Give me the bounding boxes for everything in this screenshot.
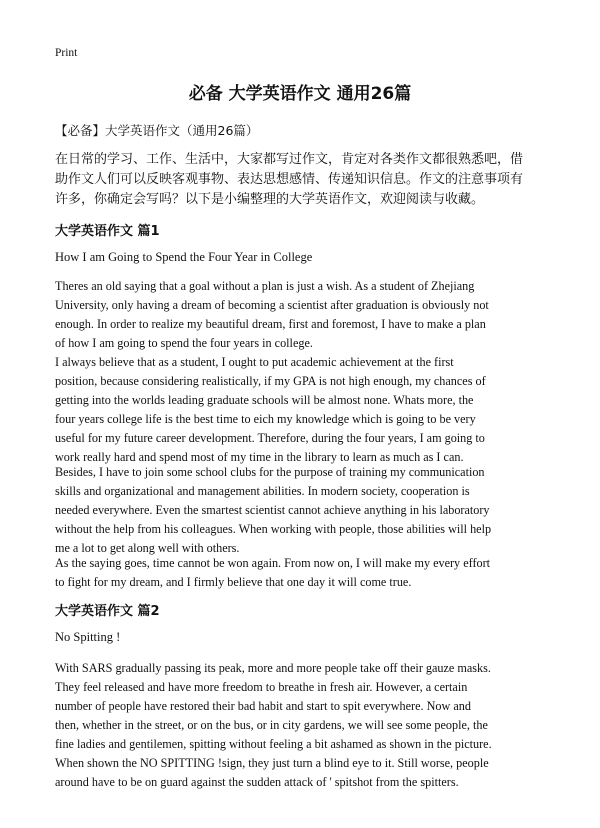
- text-line: Besides, I have to join some school clubs for the purpose of training my communication: [55, 465, 485, 479]
- text-line: of how I am going to spend the four years in college.: [55, 336, 313, 350]
- text-line: then, whether in the street, or on the bus, or in city gardens, we will see some people, the: [55, 718, 488, 732]
- text-line: getting into the worlds leading graduate schools will be almost none. Whats more, the: [55, 393, 474, 407]
- essay-title-2: No Spitting !: [55, 630, 121, 644]
- text-line: to fight for my dream, and I firmly believe that one day it will come true.: [55, 575, 412, 589]
- text-line: I always believe that as a student, I ought to put academic achievement at the first: [55, 355, 454, 369]
- text-line: As the saying goes, time cannot be won again. From now on, I will make my every effort: [55, 556, 491, 570]
- text-line: They feel released and have more freedom to breathe in fresh air. However, a certain: [55, 680, 468, 694]
- text-line: Theres an old saying that a goal without a plan is just a wish. As a student of Zhejiang: [55, 279, 475, 293]
- intro-paragraph: [55, 150, 545, 210]
- text-line: When shown the NO SPITTING !sign, they just turn a blind eye to it. Still worse, people: [55, 756, 489, 770]
- text-line: needed everywhere. Even the smartest scientist cannot achieve anything in his laboratory: [55, 503, 490, 517]
- text-line: number of people have restored their bad habit and start to spit everywhere. Now and: [55, 699, 471, 713]
- section-heading-2: 大学英语作文 篇2: [55, 604, 160, 619]
- intro-line: 助作文人们可以反映客观事物、表达思想感情、传递知识信息。作文的注意事项有: [55, 172, 524, 187]
- essay-title-1: How I am Going to Spend the Four Year in College: [55, 250, 313, 264]
- essay-paragraph: [55, 277, 543, 353]
- intro-line: 许多，你确定会写吗？以下是小编整理的大学英语作文，欢迎阅读与收藏。: [55, 192, 485, 207]
- essay-paragraph: [55, 353, 543, 467]
- text-line: work really hard and spend most of my time in the library to learn as much as I can.: [55, 450, 464, 464]
- text-line: fine ladies and gentilemen, spitting without feeling a bit ashamed as shown in the picture.: [55, 737, 492, 751]
- intro-line: 在日常的学习、工作、生活中，大家都写过作文，肯定对各类作文都很熟悉吧，借: [55, 152, 524, 167]
- text-line: University, only having a dream of becoming a scientist after graduation is obviously not: [55, 298, 489, 312]
- document-title: 必备 大学英语作文 通用26篇: [188, 84, 412, 104]
- text-line: enough. In order to realize my beautiful dream, first and foremost, I have to make a plan: [55, 317, 486, 331]
- text-line: useful for my future career development. Therefore, during the four years, I am going to: [55, 431, 485, 445]
- essay-paragraph: [55, 463, 543, 558]
- text-line: With SARS gradually passing its peak, more and more people take off their gauze masks.: [55, 661, 491, 675]
- document-subtitle: 【必备】大学英语作文（通用26篇）: [55, 123, 259, 138]
- text-line: me a lot to get along well with others.: [55, 541, 240, 555]
- section-heading-1: 大学英语作文 篇1: [55, 224, 160, 239]
- text-line: position, because considering realistically, if my GPA is not high enough, my chances of: [55, 374, 486, 388]
- essay-paragraph: [55, 554, 543, 592]
- text-line: without the help from his colleagues. When working with people, those abilities will help: [55, 522, 492, 536]
- text-line: skills and organizational and management abilities. In modern society, cooperation is: [55, 484, 470, 498]
- text-line: around have to be on guard against the sudden attack of ' spitshot from the spitters.: [55, 775, 459, 789]
- essay-paragraph: [55, 659, 543, 792]
- print-label[interactable]: Print: [55, 47, 78, 59]
- text-line: four years college life is the best time to eich my knowledge which is going to be very: [55, 412, 476, 426]
